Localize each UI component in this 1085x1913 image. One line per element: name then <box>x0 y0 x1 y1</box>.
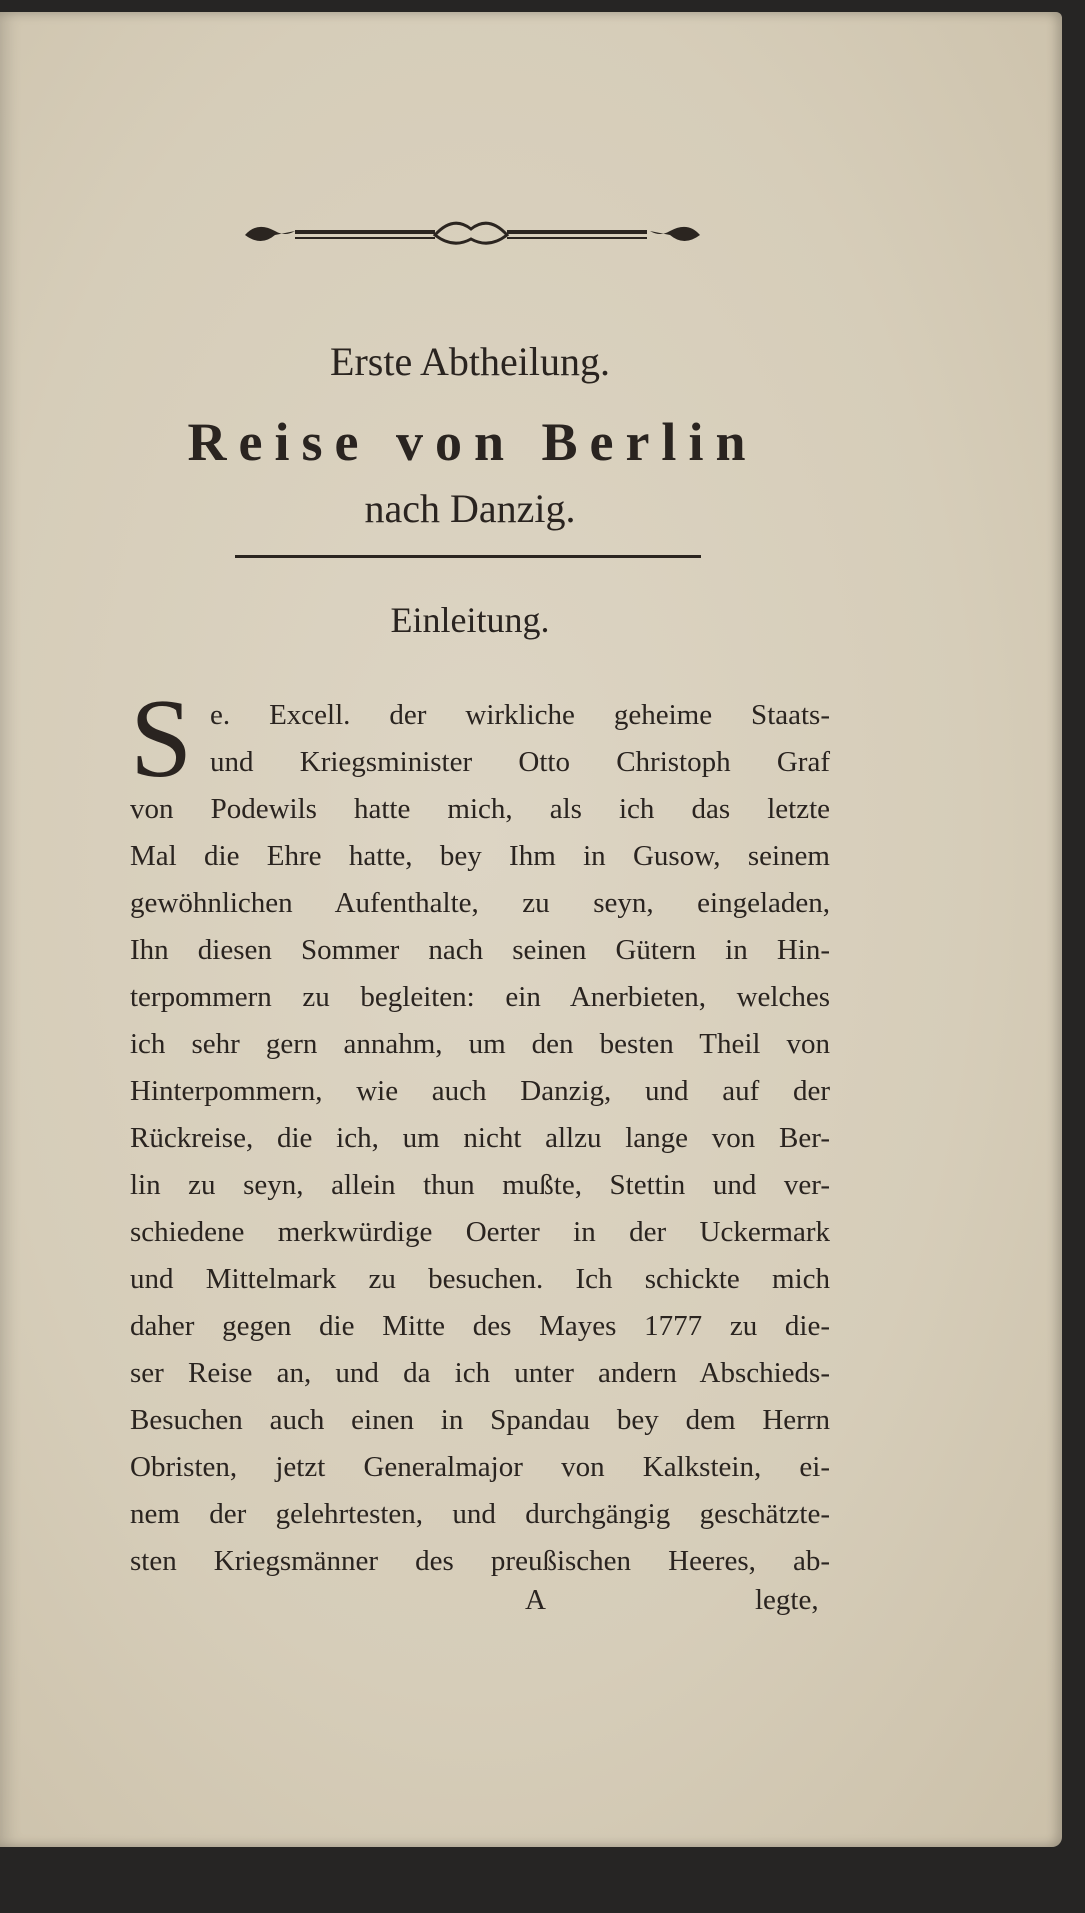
text-line: und Kriegsminister Otto Christoph Graf <box>210 746 830 778</box>
body-text <box>130 677 830 1585</box>
text-line: Besuchen auch einen in Spandau bey dem Herrn <box>130 1404 830 1436</box>
text-line: ser Reise an, und da ich unter andern Abschieds- <box>130 1357 830 1389</box>
text-line: terpommern zu begleiten: ein Anerbieten, welches <box>130 981 830 1013</box>
catchword: legte, <box>755 1584 819 1616</box>
subheading: Einleitung. <box>390 600 550 640</box>
text-line: Mal die Ehre hatte, bey Ihm in Gusow, seinem <box>130 840 830 872</box>
text-line: lin zu seyn, allein thun mußte, Stettin und ver- <box>130 1169 830 1201</box>
text-line: Hinterpommern, wie auch Danzig, und auf der <box>130 1075 830 1107</box>
book-page <box>0 12 1062 1847</box>
text-line: daher gegen die Mitte des Mayes 1777 zu die- <box>130 1310 830 1342</box>
horizontal-rule <box>235 555 701 558</box>
drop-cap: S <box>130 677 193 801</box>
ornament-divider-icon <box>240 217 705 253</box>
section-heading: Erste Abtheilung. <box>330 339 610 384</box>
text-line: e. Excell. der wirkliche geheime Staats- <box>210 699 830 731</box>
text-line: schiedene merkwürdige Oerter in der Uckermark <box>130 1216 830 1248</box>
text-line: nem der gelehrtesten, und durchgängig geschätzte- <box>130 1498 830 1530</box>
text-line: Ihn diesen Sommer nach seinen Gütern in Hin- <box>130 934 830 966</box>
text-line: Obristen, jetzt Generalmajor von Kalkstein, ei- <box>130 1451 830 1483</box>
text-line: sten Kriegsmänner des preußischen Heeres, ab- <box>130 1545 830 1577</box>
chapter-title-line2: nach Danzig. <box>364 486 576 531</box>
text-line: gewöhnlichen Aufenthalte, zu seyn, eingeladen, <box>130 887 830 919</box>
chapter-title: Reise von Berlin <box>187 412 758 472</box>
text-line: von Podewils hatte mich, als ich das letzte <box>130 793 830 825</box>
text-line: ich sehr gern annahm, um den besten Theil von <box>130 1028 830 1060</box>
text-line: und Mittelmark zu besuchen. Ich schickte mich <box>130 1263 830 1295</box>
signature-mark: A <box>525 1584 546 1616</box>
text-line: Rückreise, die ich, um nicht allzu lange von Ber- <box>130 1122 830 1154</box>
